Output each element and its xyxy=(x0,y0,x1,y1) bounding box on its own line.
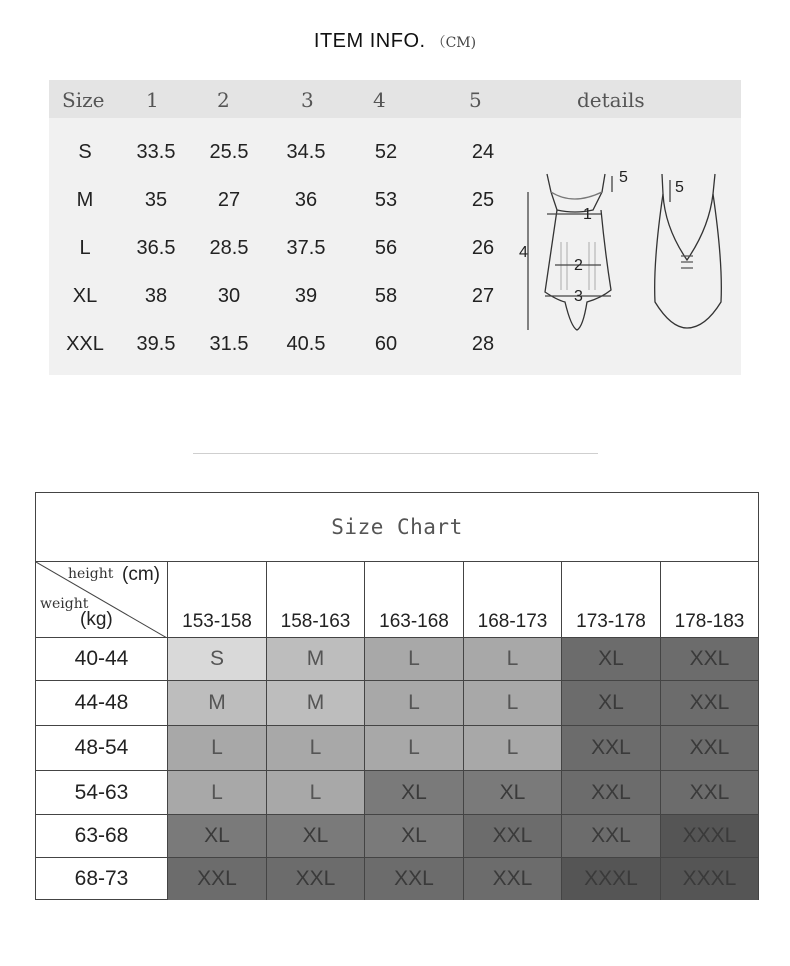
cell-m5: 28 xyxy=(471,333,495,355)
measurement-row xyxy=(49,277,549,317)
cell-m5: 26 xyxy=(471,237,495,259)
size-chart-title: Size Chart xyxy=(331,515,463,539)
size-cell: XXL xyxy=(660,680,758,725)
cell-m2: 30 xyxy=(217,285,241,307)
size-cell: L xyxy=(463,680,561,725)
size-cell: XXL xyxy=(167,857,266,900)
header-2: 2 xyxy=(217,88,230,112)
corner-weight-label: weight xyxy=(40,596,89,612)
size-cell: XXL xyxy=(561,770,660,814)
size-cell: L xyxy=(364,725,463,770)
size-cell: XXXL xyxy=(561,857,660,900)
size-cell: S xyxy=(167,637,266,680)
cell-m3: 40.5 xyxy=(286,333,326,355)
cell-m3: 34.5 xyxy=(286,141,326,163)
height-header xyxy=(266,561,364,637)
size-cell: XL xyxy=(266,814,364,857)
size-cell: XL xyxy=(364,770,463,814)
cell-m2: 25.5 xyxy=(209,141,249,163)
section-divider xyxy=(193,453,598,454)
height-header-label: 173-178 xyxy=(576,611,646,632)
size-cell: M xyxy=(266,680,364,725)
height-header xyxy=(463,561,561,637)
corner-height-label: height xyxy=(68,566,114,582)
weight-header: 54-63 xyxy=(36,770,167,814)
size-cell: L xyxy=(167,725,266,770)
cell-size: M xyxy=(76,189,94,211)
corner-height-unit: (cm) xyxy=(122,564,160,585)
size-cell: L xyxy=(266,725,364,770)
cell-m4: 58 xyxy=(374,285,398,307)
size-cell: XXL xyxy=(561,725,660,770)
size-cell: XL xyxy=(561,680,660,725)
cell-m5: 25 xyxy=(471,189,495,211)
size-cell: L xyxy=(463,637,561,680)
cell-m2: 28.5 xyxy=(209,237,249,259)
measurement-row xyxy=(49,325,549,365)
item-info-unit: （CM) xyxy=(431,35,477,51)
cell-m2: 31.5 xyxy=(209,333,249,355)
cell-m4: 56 xyxy=(374,237,398,259)
cell-m3: 36 xyxy=(294,189,318,211)
height-header-label: 168-173 xyxy=(477,611,548,632)
header-4: 4 xyxy=(373,88,386,112)
corner-header xyxy=(36,561,167,637)
cell-size: XXL xyxy=(66,333,104,355)
size-cell: M xyxy=(167,680,266,725)
item-info-heading: ITEM INFO. xyxy=(313,30,426,52)
size-cell: XXL xyxy=(266,857,364,900)
header-3: 3 xyxy=(301,88,314,112)
cell-m5: 24 xyxy=(471,141,495,163)
size-cell: XXL xyxy=(561,814,660,857)
weight-header: 48-54 xyxy=(36,725,167,770)
height-header xyxy=(364,561,463,637)
cell-m3: 37.5 xyxy=(286,237,326,259)
height-header xyxy=(660,561,758,637)
header-1: 1 xyxy=(146,88,159,112)
height-header-label: 163-168 xyxy=(379,611,449,632)
weight-header: 44-48 xyxy=(36,680,167,725)
corner-weight-unit: (kg) xyxy=(80,609,113,630)
size-cell: XXL xyxy=(660,637,758,680)
front-leotard-drawing xyxy=(528,174,612,330)
cell-m1: 39.5 xyxy=(136,333,176,355)
diagram-label-4: 4 xyxy=(519,244,528,261)
cell-size: L xyxy=(79,237,91,259)
size-cell: XXL xyxy=(364,857,463,900)
height-header-label: 153-158 xyxy=(182,611,252,632)
cell-m3: 39 xyxy=(294,285,318,307)
diagram-label-2: 2 xyxy=(574,257,583,274)
size-cell: XXL xyxy=(660,770,758,814)
size-cell: XL xyxy=(561,637,660,680)
cell-m2: 27 xyxy=(217,189,241,211)
size-cell: XXL xyxy=(463,814,561,857)
size-chart xyxy=(35,492,759,900)
size-cell: XL xyxy=(364,814,463,857)
height-header xyxy=(167,561,266,637)
size-cell: L xyxy=(266,770,364,814)
size-cell: XXL xyxy=(660,725,758,770)
diagram-label-3: 3 xyxy=(574,288,583,305)
back-leotard-drawing xyxy=(655,174,722,328)
item-info-title xyxy=(0,30,790,53)
height-header-label: 178-183 xyxy=(674,611,745,632)
cell-m4: 53 xyxy=(374,189,398,211)
header-details: details xyxy=(577,88,645,112)
cell-m1: 33.5 xyxy=(136,141,176,163)
measurement-header-row xyxy=(49,80,741,118)
size-cell: L xyxy=(463,725,561,770)
measurement-row xyxy=(49,181,549,221)
measurement-row xyxy=(49,229,549,269)
cell-m4: 52 xyxy=(374,141,398,163)
cell-size: XL xyxy=(72,285,98,307)
weight-header: 68-73 xyxy=(36,857,167,900)
size-cell: L xyxy=(364,637,463,680)
diagram-label-5-back: 5 xyxy=(675,179,684,196)
size-cell: L xyxy=(364,680,463,725)
size-cell: M xyxy=(266,637,364,680)
size-cell: XXL xyxy=(463,857,561,900)
height-header-label: 158-163 xyxy=(280,611,351,632)
diagram-label-5-front: 5 xyxy=(619,169,628,186)
cell-m5: 27 xyxy=(471,285,495,307)
diagram-label-1: 1 xyxy=(583,206,592,223)
cell-m1: 36.5 xyxy=(136,237,176,259)
size-cell: XL xyxy=(463,770,561,814)
cell-size: S xyxy=(78,141,92,163)
cell-m1: 35 xyxy=(144,189,168,211)
measurement-row xyxy=(49,133,549,173)
cell-m1: 38 xyxy=(144,285,168,307)
cell-m4: 60 xyxy=(374,333,398,355)
height-header xyxy=(561,561,660,637)
header-5: 5 xyxy=(469,88,482,112)
leotard-diagram xyxy=(515,162,745,342)
size-cell: XXXL xyxy=(660,857,758,900)
size-cell: XXXL xyxy=(660,814,758,857)
weight-header: 40-44 xyxy=(36,637,167,680)
size-cell: L xyxy=(167,770,266,814)
weight-header: 63-68 xyxy=(36,814,167,857)
header-size: Size xyxy=(62,88,105,112)
size-cell: XL xyxy=(167,814,266,857)
